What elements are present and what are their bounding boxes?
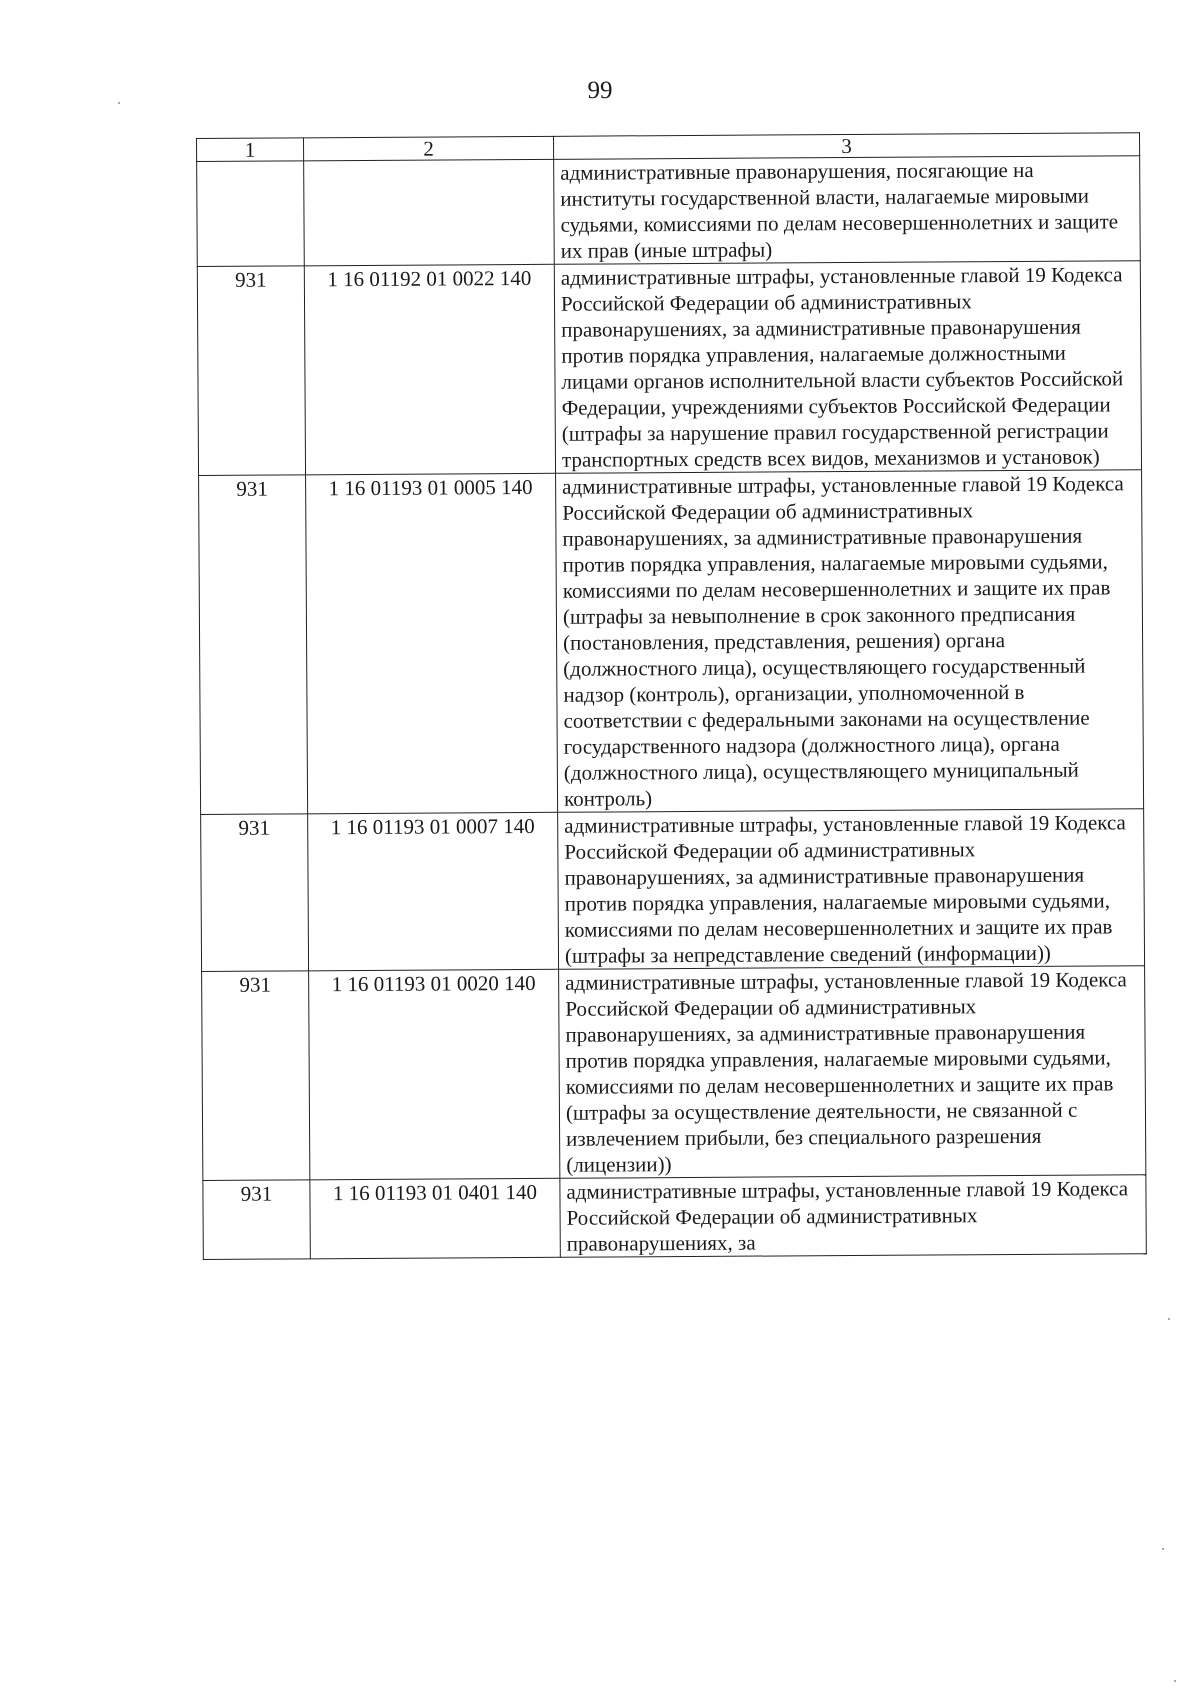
revenue-description-cell: административные штрафы, установленные главой 19 Кодекса Российской Федерации об административных правонарушениях, за административные правонарушения против порядка управления, налагаемые мировыми судьями, комиссиями по делам несовершеннолетних и защите их прав (штрафы за непредставление сведений (информации)) <box>558 809 1145 970</box>
table-row <box>199 470 1144 815</box>
admin-code-cell: 931 <box>203 1180 310 1260</box>
budget-classification-code-cell: 1 16 01193 01 0005 140 <box>306 473 558 814</box>
table-row <box>197 156 1141 267</box>
revenue-description-cell: административные штрафы, установленные главой 19 Кодекса Российской Федерации об административных правонарушениях, за <box>560 1175 1146 1258</box>
table-row <box>203 1175 1146 1260</box>
page-number: 99 <box>587 77 613 104</box>
scan-speck <box>1162 1548 1164 1550</box>
table-row <box>201 809 1145 972</box>
scan-speck <box>1168 1318 1170 1320</box>
table-row <box>197 261 1141 476</box>
admin-code-cell <box>197 161 305 267</box>
column-header-2: 2 <box>304 136 554 161</box>
revenue-description-cell: административные штрафы, установленные главой 19 Кодекса Российской Федерации об административных правонарушениях, за административные правонарушения против порядка управления, налагаемые мировыми судьями, комиссиями по делам несовершеннолетних и защите их прав (штрафы за осуществление деятельности, не связанной с извлечением прибыли, без специального разрешения (лицензии)) <box>559 966 1146 1179</box>
budget-classification-code-cell: 1 16 01193 01 0020 140 <box>309 969 560 1180</box>
budget-classification-code-cell: 1 16 01192 01 0022 140 <box>304 264 555 475</box>
admin-code-cell: 931 <box>202 971 310 1181</box>
scan-speck <box>1174 1680 1176 1682</box>
budget-classification-code-cell: 1 16 01193 01 0007 140 <box>308 812 559 971</box>
scan-speck <box>118 102 120 104</box>
table-row <box>202 966 1146 1181</box>
column-header-3: 3 <box>553 133 1139 160</box>
budget-classification-code-cell: 1 16 01193 01 0401 140 <box>310 1178 560 1259</box>
revenue-description-cell: административные штрафы, установленные главой 19 Кодекса Российской Федерации об административных правонарушениях, за административные правонарушения против порядка управления, налагаемые должностными лицами органов исполнительной власти субъектов Российской Федерации, учреждениями субъектов Российской Федерации (штрафы за нарушение правил государственной регистрации транспортных средств всех видов, механизмов и установок) <box>554 261 1141 474</box>
column-header-1: 1 <box>197 138 304 162</box>
budget-classification-code-cell <box>304 159 555 266</box>
revenue-description-cell: административные штрафы, установленные главой 19 Кодекса Российской Федерации об административных правонарушениях, за административные правонарушения против порядка управления, налагаемые мировыми судьями, комиссиями по делам несовершеннолетних и защите их прав (штрафы за невыполнение в срок законного предписания (постановления, представления, решения) органа (должностного лица), осуществляющего государственный надзор (контроль), организации, уполномоченной в соответствии с федеральными законами на осуществление государственного надзора (должностного лица), органа (должностного лица), осуществляющего муниципальный контроль) <box>556 470 1144 813</box>
admin-code-cell: 931 <box>201 814 309 972</box>
revenue-description-cell: административные правонарушения, посягающие на институты государственной власти, налагаемые мировыми судьями, комиссиями по делам несовершеннолетних и защите их прав (иные штрафы) <box>554 156 1141 265</box>
budget-codes-table <box>196 132 1147 1260</box>
admin-code-cell: 931 <box>199 475 308 815</box>
admin-code-cell: 931 <box>197 266 305 476</box>
